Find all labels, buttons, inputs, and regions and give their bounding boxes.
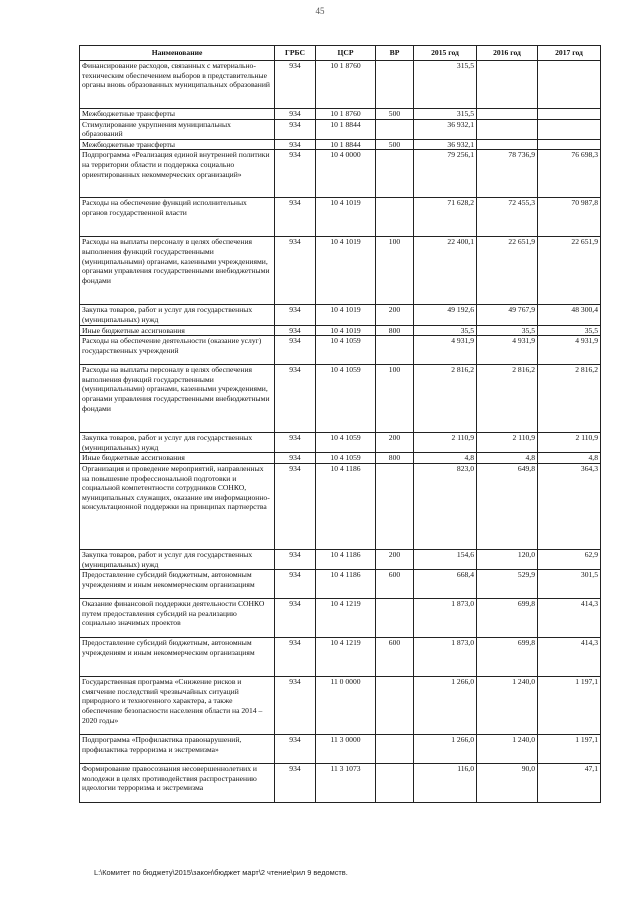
cell-y2017 bbox=[538, 61, 601, 109]
cell-y2016: 78 736,9 bbox=[477, 150, 538, 198]
cell-y2017: 414,3 bbox=[538, 638, 601, 677]
cell-csr: 10 4 1186 bbox=[316, 549, 376, 569]
cell-y2016: 529,9 bbox=[477, 570, 538, 599]
cell-y2015: 35,5 bbox=[414, 325, 477, 336]
cell-vr bbox=[376, 735, 414, 764]
cell-name: Межбюджетные трансферты bbox=[80, 109, 275, 120]
cell-grbs: 934 bbox=[275, 336, 316, 365]
cell-vr: 600 bbox=[376, 638, 414, 677]
cell-name: Организация и проведение мероприятий, направленных на повышение профессиональной подготовки и социальной компетентности сотрудников СОНКО, муниципальных служащих, оказание им информационно-консультационной поддержки на принципах партнерства bbox=[80, 463, 275, 549]
cell-vr bbox=[376, 150, 414, 198]
cell-vr: 500 bbox=[376, 139, 414, 150]
cell-grbs: 934 bbox=[275, 365, 316, 433]
cell-y2015: 823,0 bbox=[414, 463, 477, 549]
cell-y2017: 1 197,1 bbox=[538, 677, 601, 735]
cell-y2015: 668,4 bbox=[414, 570, 477, 599]
cell-y2015: 22 400,1 bbox=[414, 237, 477, 305]
cell-grbs: 934 bbox=[275, 638, 316, 677]
cell-grbs: 934 bbox=[275, 549, 316, 569]
cell-y2015: 2 816,2 bbox=[414, 365, 477, 433]
cell-csr: 10 1 8844 bbox=[316, 119, 376, 139]
cell-y2016: 90,0 bbox=[477, 764, 538, 803]
cell-grbs: 934 bbox=[275, 677, 316, 735]
column-header: ВР bbox=[376, 46, 414, 61]
cell-y2015: 36 932,1 bbox=[414, 119, 477, 139]
cell-y2017: 4,8 bbox=[538, 453, 601, 464]
cell-vr bbox=[376, 336, 414, 365]
cell-name: Закупка товаров, работ и услуг для государственных (муниципальных) нужд bbox=[80, 433, 275, 453]
cell-name: Закупка товаров, работ и услуг для государственных (муниципальных) нужд bbox=[80, 549, 275, 569]
cell-grbs: 934 bbox=[275, 305, 316, 325]
cell-y2015: 71 628,2 bbox=[414, 198, 477, 237]
cell-grbs: 934 bbox=[275, 139, 316, 150]
cell-y2017: 70 987,8 bbox=[538, 198, 601, 237]
cell-name: Формирование правосознания несовершеннолетних и молодежи в целях противодействия распространению идеологии терроризма и экстремизма bbox=[80, 764, 275, 803]
cell-vr: 100 bbox=[376, 365, 414, 433]
column-header: 2016 год bbox=[477, 46, 538, 61]
cell-vr: 100 bbox=[376, 237, 414, 305]
table-row bbox=[80, 677, 601, 735]
cell-vr bbox=[376, 599, 414, 638]
table-row bbox=[80, 638, 601, 677]
cell-y2017: 2 110,9 bbox=[538, 433, 601, 453]
cell-name: Расходы на выплаты персоналу в целях обеспечения выполнения функций государственными (муниципальными) органами, казенными учреждениями, органами управления государственными внебюджетными фондами bbox=[80, 237, 275, 305]
cell-vr bbox=[376, 764, 414, 803]
cell-csr: 10 4 1059 bbox=[316, 453, 376, 464]
cell-grbs: 934 bbox=[275, 570, 316, 599]
cell-y2016: 649,8 bbox=[477, 463, 538, 549]
cell-y2015: 315,5 bbox=[414, 109, 477, 120]
table-row bbox=[80, 599, 601, 638]
cell-grbs: 934 bbox=[275, 61, 316, 109]
cell-y2017: 35,5 bbox=[538, 325, 601, 336]
table-row bbox=[80, 109, 601, 120]
cell-y2017: 22 651,9 bbox=[538, 237, 601, 305]
cell-vr bbox=[376, 463, 414, 549]
column-header: 2017 год bbox=[538, 46, 601, 61]
cell-vr: 200 bbox=[376, 305, 414, 325]
cell-csr: 10 4 1059 bbox=[316, 365, 376, 433]
budget-table bbox=[79, 45, 601, 803]
column-header: ГРБС bbox=[275, 46, 316, 61]
cell-vr: 200 bbox=[376, 433, 414, 453]
cell-y2016 bbox=[477, 109, 538, 120]
cell-name: Подпрограмма «Реализация единой внутренней политики на территории области и поддержка социально ориентированных некоммерческих организаций» bbox=[80, 150, 275, 198]
table-row bbox=[80, 119, 601, 139]
footer-file-path: L:\Комитет по бюджету\2015\закон\бюджет март\2 чтение\рил 9 ведомств. bbox=[94, 868, 348, 877]
cell-vr bbox=[376, 119, 414, 139]
cell-name: Иные бюджетные ассигнования bbox=[80, 325, 275, 336]
cell-vr bbox=[376, 61, 414, 109]
cell-y2017 bbox=[538, 119, 601, 139]
cell-csr: 10 4 1186 bbox=[316, 570, 376, 599]
cell-name: Предоставление субсидий бюджетным, автономным учреждениям и иным некоммерческим организациям bbox=[80, 570, 275, 599]
table-row bbox=[80, 463, 601, 549]
table-row bbox=[80, 764, 601, 803]
cell-csr: 10 4 1019 bbox=[316, 305, 376, 325]
table-row bbox=[80, 570, 601, 599]
cell-csr: 10 1 8760 bbox=[316, 109, 376, 120]
table-row bbox=[80, 61, 601, 109]
cell-grbs: 934 bbox=[275, 599, 316, 638]
cell-grbs: 934 bbox=[275, 735, 316, 764]
cell-y2016: 4 931,9 bbox=[477, 336, 538, 365]
cell-vr: 500 bbox=[376, 109, 414, 120]
table-row bbox=[80, 549, 601, 569]
cell-csr: 10 4 1219 bbox=[316, 599, 376, 638]
cell-y2016: 2 110,9 bbox=[477, 433, 538, 453]
cell-grbs: 934 bbox=[275, 433, 316, 453]
cell-csr: 10 1 8760 bbox=[316, 61, 376, 109]
column-header: 2015 год bbox=[414, 46, 477, 61]
column-header: ЦСР bbox=[316, 46, 376, 61]
cell-name: Финансирование расходов, связанных с материально-техническим обеспечением выборов в представительные органы вновь образованных муниципальных образований bbox=[80, 61, 275, 109]
cell-y2016 bbox=[477, 119, 538, 139]
cell-grbs: 934 bbox=[275, 119, 316, 139]
cell-name: Оказание финансовой поддержки деятельности СОНКО путем предоставления субсидий на реализацию социально значимых проектов bbox=[80, 599, 275, 638]
cell-y2016 bbox=[477, 61, 538, 109]
cell-y2015: 1 873,0 bbox=[414, 638, 477, 677]
table-row bbox=[80, 325, 601, 336]
cell-name: Стимулирование укрупнения муниципальных образований bbox=[80, 119, 275, 139]
cell-name: Расходы на обеспечение деятельности (оказание услуг) государственных учреждений bbox=[80, 336, 275, 365]
cell-name: Иные бюджетные ассигнования bbox=[80, 453, 275, 464]
cell-y2017: 2 816,2 bbox=[538, 365, 601, 433]
cell-y2017 bbox=[538, 109, 601, 120]
cell-y2015: 49 192,6 bbox=[414, 305, 477, 325]
cell-vr: 800 bbox=[376, 453, 414, 464]
cell-vr: 600 bbox=[376, 570, 414, 599]
cell-csr: 10 4 1059 bbox=[316, 433, 376, 453]
cell-y2016: 699,8 bbox=[477, 638, 538, 677]
table-row bbox=[80, 453, 601, 464]
cell-csr: 10 4 1019 bbox=[316, 325, 376, 336]
cell-y2015: 1 873,0 bbox=[414, 599, 477, 638]
cell-grbs: 934 bbox=[275, 764, 316, 803]
cell-y2015: 4,8 bbox=[414, 453, 477, 464]
table-body bbox=[80, 61, 601, 803]
cell-csr: 11 3 0000 bbox=[316, 735, 376, 764]
cell-y2015: 315,5 bbox=[414, 61, 477, 109]
cell-name: Подпрограмма «Профилактика правонарушений, профилактика терроризма и экстремизма» bbox=[80, 735, 275, 764]
cell-csr: 11 0 0000 bbox=[316, 677, 376, 735]
cell-grbs: 934 bbox=[275, 453, 316, 464]
cell-name: Предоставление субсидий бюджетным, автономным учреждениям и иным некоммерческим организациям bbox=[80, 638, 275, 677]
cell-y2017: 364,3 bbox=[538, 463, 601, 549]
cell-grbs: 934 bbox=[275, 198, 316, 237]
table-row bbox=[80, 433, 601, 453]
cell-vr bbox=[376, 198, 414, 237]
cell-y2017: 76 698,3 bbox=[538, 150, 601, 198]
cell-grbs: 934 bbox=[275, 150, 316, 198]
cell-y2016: 2 816,2 bbox=[477, 365, 538, 433]
cell-y2015: 79 256,1 bbox=[414, 150, 477, 198]
cell-name: Государственная программа «Снижение рисков и смягчение последствий чрезвычайных ситуаций природного и техногенного характера, а также обеспечение безопасности населения области на 2014 – 2020 годы» bbox=[80, 677, 275, 735]
cell-name: Расходы на выплаты персоналу в целях обеспечения выполнения функций государственными (муниципальными) органами, казенными учреждениями, органами управления государственными внебюджетными фондами bbox=[80, 365, 275, 433]
cell-name: Расходы на обеспечение функций исполнительных органов государственной власти bbox=[80, 198, 275, 237]
table-row bbox=[80, 150, 601, 198]
cell-y2017: 62,9 bbox=[538, 549, 601, 569]
cell-y2015: 1 266,0 bbox=[414, 677, 477, 735]
cell-y2017: 47,1 bbox=[538, 764, 601, 803]
table-row bbox=[80, 237, 601, 305]
page-number: 45 bbox=[315, 6, 325, 16]
cell-y2017: 414,3 bbox=[538, 599, 601, 638]
cell-name: Закупка товаров, работ и услуг для государственных (муниципальных) нужд bbox=[80, 305, 275, 325]
cell-y2016: 1 240,0 bbox=[477, 735, 538, 764]
cell-csr: 10 4 1019 bbox=[316, 198, 376, 237]
cell-y2016: 1 240,0 bbox=[477, 677, 538, 735]
table-row bbox=[80, 336, 601, 365]
cell-vr: 200 bbox=[376, 549, 414, 569]
cell-vr: 800 bbox=[376, 325, 414, 336]
cell-y2015: 36 932,1 bbox=[414, 139, 477, 150]
cell-y2017: 1 197,1 bbox=[538, 735, 601, 764]
cell-y2015: 2 110,9 bbox=[414, 433, 477, 453]
cell-y2015: 154,6 bbox=[414, 549, 477, 569]
cell-y2017: 4 931,9 bbox=[538, 336, 601, 365]
cell-vr bbox=[376, 677, 414, 735]
table-row bbox=[80, 305, 601, 325]
cell-csr: 10 1 8844 bbox=[316, 139, 376, 150]
cell-y2016: 35,5 bbox=[477, 325, 538, 336]
cell-y2017 bbox=[538, 139, 601, 150]
cell-y2016: 4,8 bbox=[477, 453, 538, 464]
table-row bbox=[80, 198, 601, 237]
cell-y2015: 1 266,0 bbox=[414, 735, 477, 764]
cell-csr: 11 3 1073 bbox=[316, 764, 376, 803]
cell-csr: 10 4 1059 bbox=[316, 336, 376, 365]
cell-y2016: 120,0 bbox=[477, 549, 538, 569]
table-row bbox=[80, 365, 601, 433]
cell-y2016: 22 651,9 bbox=[477, 237, 538, 305]
cell-grbs: 934 bbox=[275, 237, 316, 305]
cell-csr: 10 4 1186 bbox=[316, 463, 376, 549]
column-header: Наименование bbox=[80, 46, 275, 61]
cell-y2016 bbox=[477, 139, 538, 150]
cell-grbs: 934 bbox=[275, 325, 316, 336]
cell-y2016: 49 767,9 bbox=[477, 305, 538, 325]
table-row bbox=[80, 735, 601, 764]
cell-y2017: 301,5 bbox=[538, 570, 601, 599]
cell-csr: 10 4 0000 bbox=[316, 150, 376, 198]
cell-y2016: 72 455,3 bbox=[477, 198, 538, 237]
cell-grbs: 934 bbox=[275, 109, 316, 120]
cell-csr: 10 4 1219 bbox=[316, 638, 376, 677]
cell-name: Межбюджетные трансферты bbox=[80, 139, 275, 150]
cell-grbs: 934 bbox=[275, 463, 316, 549]
cell-csr: 10 4 1019 bbox=[316, 237, 376, 305]
cell-y2015: 116,0 bbox=[414, 764, 477, 803]
cell-y2017: 48 300,4 bbox=[538, 305, 601, 325]
cell-y2015: 4 931,9 bbox=[414, 336, 477, 365]
table-header-row bbox=[80, 46, 601, 61]
cell-y2016: 699,8 bbox=[477, 599, 538, 638]
table-row bbox=[80, 139, 601, 150]
